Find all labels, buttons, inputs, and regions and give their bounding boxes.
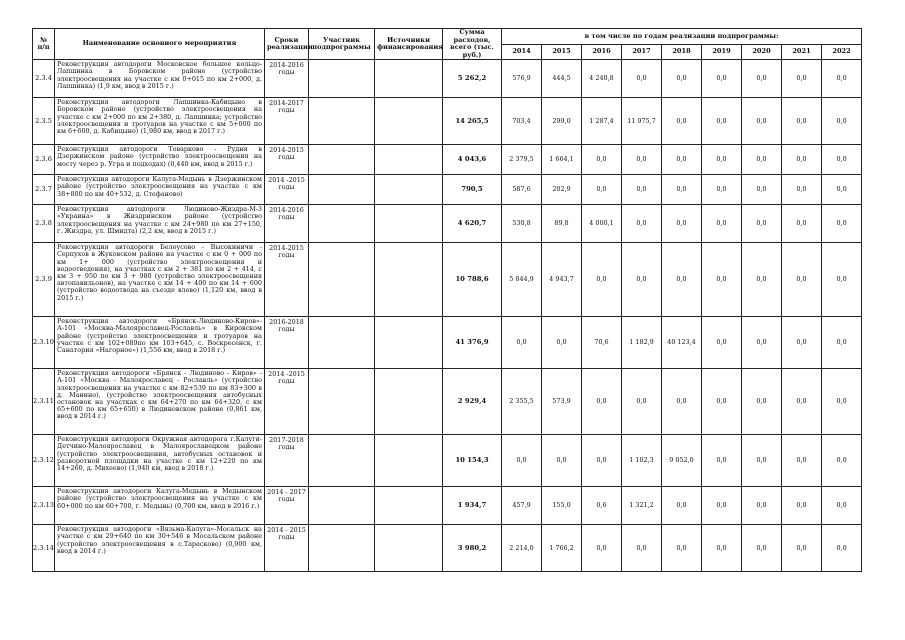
year-value: 0,0 [742,243,782,317]
year-value: 0,0 [702,145,742,175]
table-row [33,175,862,205]
year-value: 0,0 [542,435,582,487]
implementation-period: 2014 - 2015 годы [265,525,309,572]
year-value: 0,0 [582,145,622,175]
year-value: 0,0 [662,525,702,572]
row-number: 2.3.9 [33,243,55,317]
table-row [33,243,862,317]
year-value: 4 240,8 [582,60,622,98]
implementation-period: 2017-2018 годы [265,435,309,487]
year-value: 0,0 [822,243,862,317]
measure-name: Реконструкция автодороги Товарково - Рудня в Дзержинском районе (устройство электроосвещения на мосту через р. Угра и подходах) (0,440 км, ввод в 2015 г.) [55,145,265,175]
year-value: 0,0 [662,98,702,145]
year-value: 0,0 [662,145,702,175]
table-row [33,205,862,243]
participant-cell [309,98,375,145]
year-value: 0,0 [822,369,862,435]
year-value: 0,0 [582,243,622,317]
year-value: 0,0 [822,205,862,243]
year-value: 0,0 [702,60,742,98]
year-value: 70,6 [582,317,622,369]
year-value: 0,0 [782,205,822,243]
row-number: 2.3.13 [33,487,55,525]
year-value: 0,0 [782,435,822,487]
measure-name: Реконструкция автодороги «Вязьма-Калуга»-Мосальск на участке с км 29+640 по км 30+546 в Мосальском районе (устройство электроосвещения в с.Тарасково) (0,900 км, ввод в 2014 г.) [55,525,265,572]
header-year: 2015 [542,45,582,60]
row-number: 2.3.7 [33,175,55,205]
year-value: 530,8 [502,205,542,243]
measure-name: Реконструкция автодороги Калуга-Медынь в Дзержинском районе (устройство электроосвещения на участке с км 38+800 по км 40+532, д. Стефаново) [55,175,265,205]
year-value: 1 664,1 [542,145,582,175]
year-value: 2 214,0 [502,525,542,572]
year-value: 89,8 [542,205,582,243]
row-number: 2.3.10 [33,317,55,369]
header-by-years: в том числе по годам реализации подпрограммы: [502,29,862,45]
table-row [33,369,862,435]
year-value: 0,0 [782,145,822,175]
row-number: 2.3.11 [33,369,55,435]
measure-name: Реконструкция автодороги Калуга-Медынь в Медынском районе (устройство электроосвещения на участке с км 60+000 по км 60+700, г. Медынь) (0,700 км, ввод в 2016 г.) [55,487,265,525]
table-row [33,487,862,525]
participant-cell [309,243,375,317]
measure-name: Реконструкция автодороги Окружная автодорога г.Калуги-Детчино-Малоярославец в Малоярославецком районе (устройство электроосвещения, автобусных остановок и разворотной площадки на участке с км 12+220 по км 14+260, д. Михеево) (1,940 км, ввод в 2018 г.) [55,435,265,487]
header-row [33,29,862,45]
year-value: 0,0 [622,60,662,98]
implementation-period: 2014 -2015 годы [265,175,309,205]
implementation-period: 2014-2015 годы [265,145,309,175]
header-sources: Источники финансирования [375,29,443,60]
header-period: Сроки реализации [265,29,309,60]
year-value: 0,0 [822,317,862,369]
total-expenses: 3 980,2 [443,525,502,572]
year-value: 0,0 [582,369,622,435]
total-expenses: 10 788,6 [443,243,502,317]
implementation-period: 2014-2016 годы [265,205,309,243]
year-value: 0,0 [742,317,782,369]
implementation-period: 2016-2018 годы [265,317,309,369]
header-total: Сумма расходов, всего (тыс. руб.) [443,29,502,60]
year-value: 0,0 [702,369,742,435]
year-value: 0,0 [742,145,782,175]
implementation-period: 2014-2015 годы [265,243,309,317]
funding-source-cell [375,317,443,369]
measure-name: Реконструкция автодороги Белоусово - Высокиничи - Серпухов в Жуковском районе на участке с км 0 + 000 по км 1+ 000 (устройство электроосвещения и водоотведения), на участках с км 2 + 381 по км 2 + 414, с км 3 + 950 по км 3 + 980 (устройство электроосвещения автопавильонов), на участке с км 14 + 400 по км 14 + 600 (устройство водоотвода на съезде влево) (1,120 км, ввод в 2015 г.) [55,243,265,317]
total-expenses: 2 929,4 [443,369,502,435]
header-participant: Участник подпрограммы [309,29,375,60]
participant-cell [309,60,375,98]
implementation-period: 2014 - 2017 годы [265,487,309,525]
table-row [33,145,862,175]
year-value: 0,0 [742,525,782,572]
year-value: 0,0 [702,435,742,487]
year-value: 0,0 [622,205,662,243]
year-value: 1 321,2 [622,487,662,525]
year-value: 0,0 [702,243,742,317]
year-value: 0,0 [782,175,822,205]
year-value: 0,0 [742,205,782,243]
year-value: 457,9 [502,487,542,525]
year-value: 0,0 [622,525,662,572]
year-value: 0,0 [622,145,662,175]
year-value: 2 355,5 [502,369,542,435]
year-value: 0,0 [502,317,542,369]
header-year: 2014 [502,45,542,60]
year-value: 0,0 [742,369,782,435]
year-value: 0,0 [582,525,622,572]
year-value: 0,0 [702,525,742,572]
year-value: 1 766,2 [542,525,582,572]
year-value: 0,0 [662,205,702,243]
year-value: 0,0 [502,435,542,487]
year-value: 0,0 [582,435,622,487]
measure-name: Реконструкция автодороги Лапшинка-Кабицыно в Боровском районе (устройство электроосвещения на участке с км 2+000 по км 2+380, д. Лапшинка; устройство электроосвещения и тротуаров на участке с км 5+000 по км 6+600, д. Кабицыно) (1,980 км, ввод в 2017 г.) [55,98,265,145]
year-value: 0,0 [702,205,742,243]
header-year: 2020 [742,45,782,60]
row-number: 2.3.5 [33,98,55,145]
total-expenses: 14 265,5 [443,98,502,145]
measure-name: Реконструкция автодороги «Брянск - Людиново - Киров» - А-101 «Москва - Малоярославец - Рославль» (устройство электроосвещения на участке с км 82+539 по км 83+300 в д. Манино), (устройство электроосвещения автобусных остановок на участках с км 64+270 по км 64+320, с км 65+600 по км 65+650) в Людиновском районе (0,861 км, ввод в 2014 г.) [55,369,265,435]
year-value: 0,0 [822,525,862,572]
year-value: 0,0 [822,175,862,205]
header-year: 2016 [582,45,622,60]
header-year: 2019 [702,45,742,60]
measure-name: Реконструкция автодороги «Брянск-Людиново-Киров»-А-101 «Москва-Малоярославец-Рославль» в Кировском районе (устройство электроосвещения и тротуаров на участке с км 102+089по км 103+645, с. Воскресенск, г. Санатория «Нагорное») (1,556 км, ввод в 2018 г.) [55,317,265,369]
year-value: 0,0 [582,175,622,205]
participant-cell [309,317,375,369]
funding-source-cell [375,525,443,572]
header-year: 2018 [662,45,702,60]
total-expenses: 1 934,7 [443,487,502,525]
total-expenses: 4 043,6 [443,145,502,175]
year-value: 0,0 [822,487,862,525]
measure-name: Реконструкция автодороги Московское большое кольцо-Лапшинка в Боровском районе (устройство электроосвещения на участке с км 0+015 по км 2+000, д. Лапшинка) (1,9 км, ввод в 2015 г.) [55,60,265,98]
table-row [33,98,862,145]
year-value: 0,0 [662,60,702,98]
year-value: 703,4 [502,98,542,145]
implementation-period: 2014-2017 годы [265,98,309,145]
header-name: Наименование основного мероприятия [55,29,265,60]
year-value: 0,0 [782,98,822,145]
total-expenses: 790,5 [443,175,502,205]
row-number: 2.3.14 [33,525,55,572]
year-value: 444,5 [542,60,582,98]
year-value: 0,0 [822,435,862,487]
year-value: 0,0 [782,60,822,98]
year-value: 0,0 [702,487,742,525]
row-number: 2.3.12 [33,435,55,487]
table-body [33,60,862,572]
row-number: 2.3.4 [33,60,55,98]
funding-source-cell [375,60,443,98]
year-value: 5 844,9 [502,243,542,317]
table-row [33,317,862,369]
year-value: 0,0 [782,369,822,435]
funding-source-cell [375,435,443,487]
funding-source-cell [375,98,443,145]
header-num: № п/п [33,29,55,60]
year-value: 4 000,1 [582,205,622,243]
year-value: 0,0 [782,525,822,572]
year-value: 1 102,3 [622,435,662,487]
year-value: 0,0 [622,175,662,205]
row-number: 2.3.8 [33,205,55,243]
year-value: 0,0 [822,98,862,145]
total-expenses: 5 262,2 [443,60,502,98]
year-value: 0,0 [782,317,822,369]
year-value: 11 975,7 [622,98,662,145]
participant-cell [309,205,375,243]
document-sheet [32,28,861,572]
year-value: 0,0 [662,369,702,435]
year-value: 0,0 [782,487,822,525]
funding-source-cell [375,243,443,317]
total-expenses: 4 620,7 [443,205,502,243]
year-value: 0,0 [662,175,702,205]
year-value: 0,0 [662,243,702,317]
year-value: 0,0 [742,175,782,205]
year-value: 1 182,9 [622,317,662,369]
year-value: 299,0 [542,98,582,145]
participant-cell [309,487,375,525]
year-value: 202,9 [542,175,582,205]
year-value: 0,0 [702,317,742,369]
funding-source-cell [375,175,443,205]
year-value: 155,0 [542,487,582,525]
participant-cell [309,145,375,175]
year-value: 0,0 [542,317,582,369]
year-value: 0,0 [742,60,782,98]
year-value: 0,0 [622,243,662,317]
year-value: 1 287,4 [582,98,622,145]
year-value: 2 379,5 [502,145,542,175]
header-year: 2021 [782,45,822,60]
year-value: 0,0 [742,487,782,525]
year-value: 0,0 [702,98,742,145]
implementation-period: 2014 -2015 годы [265,369,309,435]
year-value: 40 123,4 [662,317,702,369]
funding-source-cell [375,205,443,243]
participant-cell [309,175,375,205]
year-value: 4 943,7 [542,243,582,317]
year-value: 0,0 [622,369,662,435]
table-row [33,60,862,98]
header-year: 2022 [822,45,862,60]
year-value: 573,9 [542,369,582,435]
measure-name: Реконструкция автодороги Людиново-Жиздра-М-3 «Украина» в Жиздринском районе (устройство электроосвещения на участке с км 24+980 по км 27+150, г. Жиздра, ул. Шмидта) (2,2 км, ввод в 2015 г.) [55,205,265,243]
total-expenses: 10 154,3 [443,435,502,487]
year-value: 0,0 [662,487,702,525]
subprogram-table [32,28,862,572]
year-value: 0,0 [822,60,862,98]
year-value: 0,0 [742,98,782,145]
table-row [33,435,862,487]
year-value: 9 052,0 [662,435,702,487]
year-value: 0,0 [702,175,742,205]
participant-cell [309,369,375,435]
header-year: 2017 [622,45,662,60]
funding-source-cell [375,145,443,175]
total-expenses: 41 376,9 [443,317,502,369]
row-number: 2.3.6 [33,145,55,175]
year-value: 587,6 [502,175,542,205]
funding-source-cell [375,487,443,525]
year-value: 0,6 [582,487,622,525]
year-value: 0,0 [742,435,782,487]
table-row [33,525,862,572]
participant-cell [309,525,375,572]
funding-source-cell [375,369,443,435]
participant-cell [309,435,375,487]
implementation-period: 2014-2016 годы [265,60,309,98]
year-value: 0,0 [822,145,862,175]
year-value: 576,9 [502,60,542,98]
year-value: 0,0 [782,243,822,317]
